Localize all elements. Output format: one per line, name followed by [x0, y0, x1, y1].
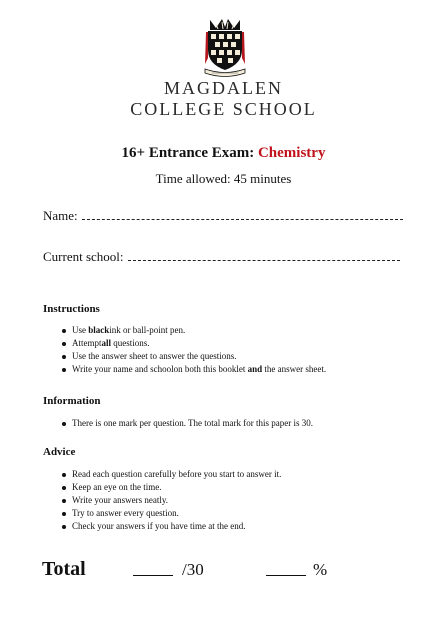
instructions-list	[60, 324, 326, 376]
advice-list	[60, 468, 281, 533]
list-item: Use blackink or ball-point pen.	[60, 324, 326, 337]
advice-heading: Advice	[43, 446, 76, 458]
exam-title-prefix: 16+ Entrance Exam:	[121, 145, 255, 161]
exam-subject: Chemistry	[257, 145, 326, 161]
school-crest-logo	[202, 18, 248, 78]
list-item: Check your answers if you have time at the end.	[60, 520, 281, 533]
information-list	[60, 417, 313, 430]
list-item: Try to answer every question.	[60, 507, 281, 520]
name-label: Name:	[43, 208, 78, 223]
school-name-line1: MAGDALEN	[164, 78, 283, 98]
total-percent-blank[interactable]	[266, 575, 306, 576]
exam-title	[0, 145, 447, 162]
name-line[interactable]	[82, 218, 403, 220]
time-allowed: Time allowed: 45 minutes	[155, 171, 292, 186]
list-item: Keep an eye on the time.	[60, 481, 281, 494]
instructions-heading: Instructions	[43, 303, 100, 315]
total-score-blank[interactable]	[133, 575, 173, 576]
current-school-field[interactable]	[43, 249, 403, 265]
percent-sign: %	[313, 560, 328, 579]
list-item: Use the answer sheet to answer the questions.	[60, 350, 326, 363]
current-school-line[interactable]	[128, 259, 400, 261]
list-item: Attemptall questions.	[60, 337, 326, 350]
total-out-of: /30	[182, 560, 204, 579]
list-item: There is one mark per question. The total mark for this paper is 30.	[60, 417, 313, 430]
list-item: Read each question carefully before you start to answer it.	[60, 468, 281, 481]
total-label: Total	[42, 558, 86, 580]
list-item: Write your answers neatly.	[60, 494, 281, 507]
current-school-label: Current school:	[43, 249, 124, 264]
information-heading: Information	[43, 395, 101, 407]
name-field[interactable]	[43, 208, 403, 224]
list-item: Write your name and schoolon both this booklet and the answer sheet.	[60, 363, 326, 376]
school-name-line2: COLLEGE SCHOOL	[130, 99, 317, 119]
